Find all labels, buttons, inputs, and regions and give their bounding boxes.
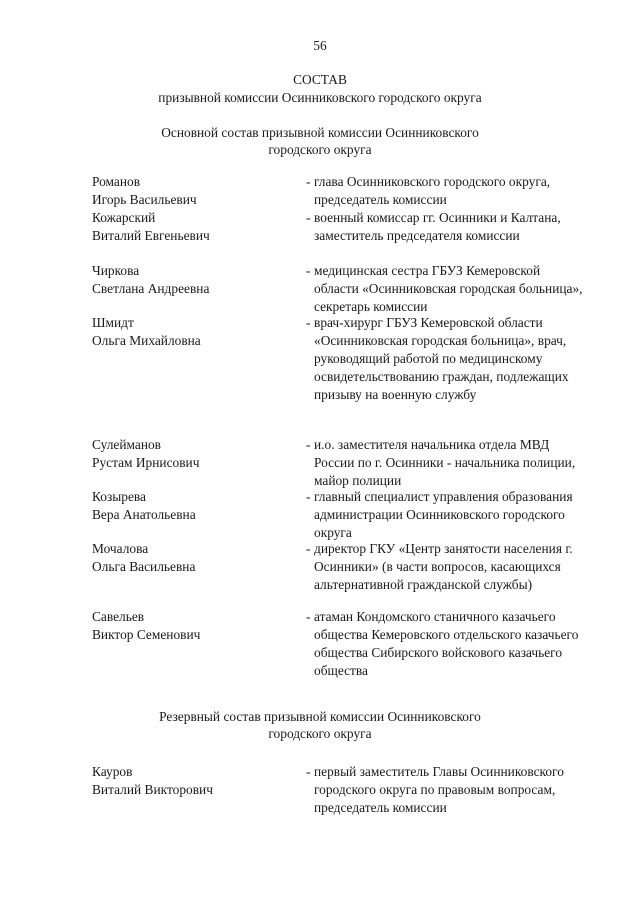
main-section-heading [0,124,640,158]
member-surname: Романов [92,174,141,189]
member-dash: - [306,541,311,556]
member-surname: Сулейманов [92,437,162,452]
main-section-heading-line1: Основной состав призывной комиссии Осинниковского [161,125,479,140]
member-position: директор ГКУ «Центр занятости населения г. Осинники» (в части вопросов, касающихся альтернативной гражданской службы) [314,541,573,592]
page-number: 56 [313,38,327,53]
reserve-section-heading-line1: Резервный состав призывной комиссии Осинниковского [159,709,481,724]
member-surname: Мочалова [92,541,149,556]
member-position: и.о. заместителя начальника отдела МВД России по г. Осинники - начальника полиции, майор полиции [314,437,576,488]
member-dash: - [306,210,311,225]
member-given-name: Светлана Андреевна [92,281,210,296]
member-position: атаман Кондомского станичного казачьего общества Кемеровского отдельского казачьего общества Сибирского войскового казачьего общества [314,609,579,678]
member-position: глава Осинниковского городского округа, председатель комиссии [314,174,551,207]
member-given-name: Игорь Васильевич [92,192,197,207]
member-dash: - [306,609,311,624]
member-position: врач-хирург ГБУЗ Кемеровской области «Осинниковская городская больница», врач, руководящий работой по медицинскому освидетельствованию граждан, подлежащих призыву на военную службу [314,315,569,402]
member-surname: Чиркова [92,263,140,278]
member-dash: - [306,174,311,189]
member-given-name: Ольга Васильевна [92,559,196,574]
member-position: военный комиссар гг. Осинники и Калтана, заместитель председателя комиссии [314,210,561,243]
member-given-name: Виталий Евгеньевич [92,228,210,243]
main-section-heading-line2: городского округа [268,142,372,157]
member-given-name: Ольга Михайловна [92,333,201,348]
member-dash: - [306,315,311,330]
member-dash: - [306,764,311,779]
member-given-name: Вера Анатольевна [92,507,196,522]
member-surname: Шмидт [92,315,134,330]
document-subtitle: призывной комиссии Осинниковского городского округа [158,90,482,105]
member-given-name: Виталий Викторович [92,782,213,797]
document-title: СОСТАВ [293,72,347,87]
reserve-section-heading [0,708,640,742]
member-position: первый заместитель Главы Осинниковского городского округа по правовым вопросам, председатель комиссии [314,764,564,815]
member-position: медицинская сестра ГБУЗ Кемеровской области «Осинниковская городская больница», секретарь комиссии [314,263,583,314]
member-position: главный специалист управления образования администрации Осинниковского городского округа [314,489,573,540]
member-given-name: Рустам Ирнисович [92,455,200,470]
member-surname: Кожарский [92,210,156,225]
member-dash: - [306,437,311,452]
member-surname: Савельев [92,609,145,624]
member-given-name: Виктор Семенович [92,627,201,642]
reserve-section-heading-line2: городского округа [268,726,372,741]
member-dash: - [306,263,311,278]
member-surname: Козырева [92,489,146,504]
member-dash: - [306,489,311,504]
member-surname: Кауров [92,764,133,779]
